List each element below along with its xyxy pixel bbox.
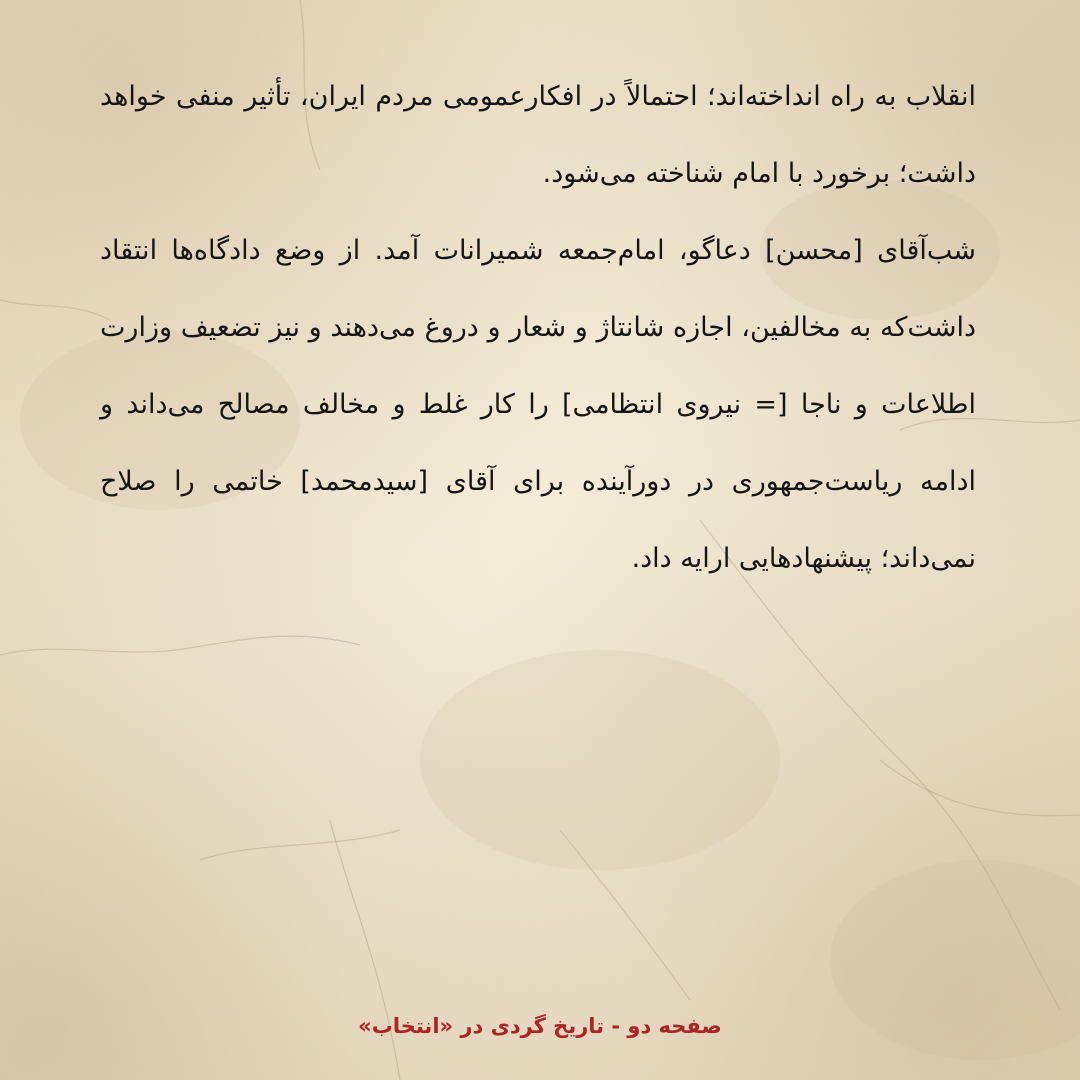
crease-line bbox=[0, 300, 110, 320]
page-footer-caption: صفحه دو - تاریخ گردی در «انتخاب» bbox=[358, 1014, 722, 1038]
crease-line bbox=[200, 830, 400, 860]
crease-line bbox=[0, 636, 360, 655]
paragraph: شب‌آقای [محسن] دعاگو، امام‌جمعه شمیرانات آمد. از وضع دادگاه‌ها انتقاد داشت‌که به مخالفین، اجازه شانتاژ و شعار و دروغ می‌دهند و نیز تضعیف وزارت اطلاعات و ناجا [= نیروی انتظامی] را کار غلط و مخالف مصالح می‌داند و ادامه ریاست‌جمهوری در دورآینده برای آقای [سیدمحمد] خاتمی را صلاح نمی‌داند؛ پیشنهادهایی ارایه داد. bbox=[100, 235, 976, 574]
stain bbox=[420, 650, 780, 870]
body-text bbox=[100, 58, 976, 597]
crease-line bbox=[880, 760, 1080, 816]
paragraph: انقلاب به راه انداخته‌اند؛ احتمالاً در افکارعمومی مردم ایران، تأثیر منفی خواهد داشت؛ برخورد با امام شناخته می‌شود. bbox=[100, 81, 976, 189]
